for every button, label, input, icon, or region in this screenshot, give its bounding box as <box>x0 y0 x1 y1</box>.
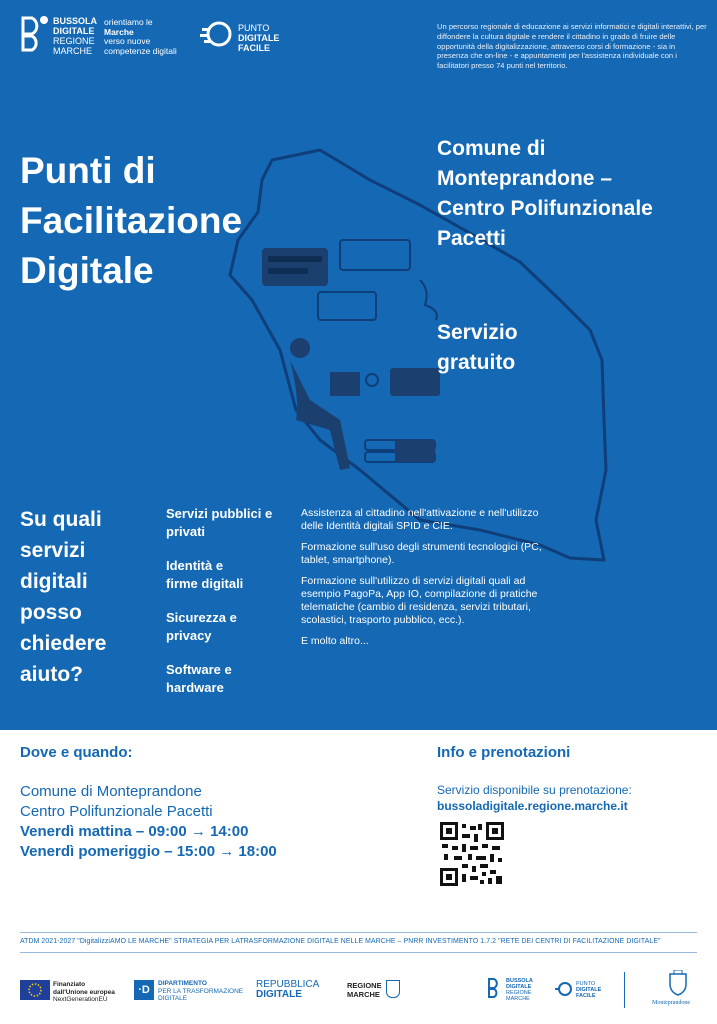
category-public-private-services: Servizi pubblici e privati <box>166 506 273 539</box>
bussola-digitale-logo-icon <box>20 14 50 52</box>
footer-note: ATDM 2021-2027 "DigitalizziAMO LE MARCHE" STRATEGIA PER LATRASFORMAZIONE DIGITALE NELLE MARCHE – PNRR INVESTIMENTO 1.7.2 "RETE DEI CENTRI DI FACILITAZIONE DIGITALE" <box>20 938 661 945</box>
dtd-logo-icon: ·D <box>134 980 154 1000</box>
booking-link[interactable]: bussoladigitale.regione.marche.it <box>437 799 628 813</box>
regione-marche-logo: REGIONE MARCHE <box>347 981 382 999</box>
punto-digitale-facile-wordmark: PUNTO DIGITALE FACILE <box>238 23 280 53</box>
where-title: Dove e quando: <box>20 744 133 761</box>
services-question: Su quali servizi digitali posso chiedere aiuto? <box>20 508 107 686</box>
punto-digitale-facile-icon <box>200 20 234 50</box>
description-item: E molto altro... <box>301 635 369 647</box>
dtd-label: DIPARTIMENTO PER LA TRASFORMAZIONE DIGITALE <box>158 980 244 1002</box>
free-service-label: Servizio gratuito <box>437 321 518 374</box>
punto-digitale-facile-small-logo: PUNTO DIGITALE FACILE <box>576 981 602 999</box>
repubblica-digitale-logo: REPUBBLICA DIGITALE <box>256 979 320 1000</box>
punto-digitale-facile-small-icon <box>555 980 573 998</box>
bussola-digitale-small-icon <box>487 977 503 999</box>
location-heading: Comune di Monteprandone – Centro Polifunzionale Pacetti <box>437 137 653 250</box>
bussola-digitale-wordmark: BUSSOLA DIGITALE REGIONE MARCHE <box>53 16 98 56</box>
tagline: orientiamo le Marche verso nuove competenze digitali <box>104 17 177 56</box>
where-details: Comune di Monteprandone Centro Polifunzionale Pacetti Venerdì mattina – 09:00 → 14:00 Venerdì pomeriggio – 15:00 → 18:00 <box>20 783 277 860</box>
category-software-hardware: Software e hardware <box>166 662 232 695</box>
bussola-digitale-small-logo: BUSSOLA DIGITALE REGIONE MARCHE <box>506 978 533 1002</box>
qr-code[interactable] <box>440 822 504 886</box>
footer-divider <box>20 952 697 953</box>
comune-crest-icon <box>668 970 688 996</box>
eu-flag-icon <box>20 980 50 1000</box>
footer-separator <box>624 972 625 1008</box>
description-item: Formazione sull'utilizzo di servizi digitali quali ad esempio PagoPa, App IO, compilazione di pratiche telematiche (cambio di residenza, servizi tributari, scolastici, trasporto pubblico, ecc.). <box>301 575 538 626</box>
category-security-privacy: Sicurezza e privacy <box>166 610 237 643</box>
comune-label: Monteprandone <box>652 1000 690 1006</box>
description-item: Assistenza al cittadino nell'attivazione e nell'utilizzo delle Identità digitali SPID e CIE. <box>301 507 539 532</box>
footer-divider <box>20 932 697 933</box>
info-details: Servizio disponibile su prenotazione: bussoladigitale.regione.marche.it <box>437 783 632 813</box>
regione-marche-shield-icon <box>386 980 400 998</box>
category-digital-identity: Identità e firme digitali <box>166 558 244 591</box>
intro-text: Un percorso regionale di educazione ai servizi informatici e digitali interattivi, per diffondere la cultura digitale e rendere il cittadino in grado di fruire delle opportunità della digitalizzazione, attraverso corsi di formazione - sia in presenza che on-line - e appuntamenti per l'assistenza individuale con i facilitatori presso 74 punti nel territorio. <box>437 22 707 71</box>
info-title: Info e prenotazioni <box>437 744 571 761</box>
eu-funding-label: Finanziato dall'Unione europea NextGenerationEU <box>53 981 115 1003</box>
services-descriptions <box>301 507 561 656</box>
description-item: Formazione sull'uso degli strumenti tecnologici (PC, tablet, smartphone). <box>301 541 542 566</box>
page-title: Punti di Facilitazione Digitale <box>20 150 243 291</box>
